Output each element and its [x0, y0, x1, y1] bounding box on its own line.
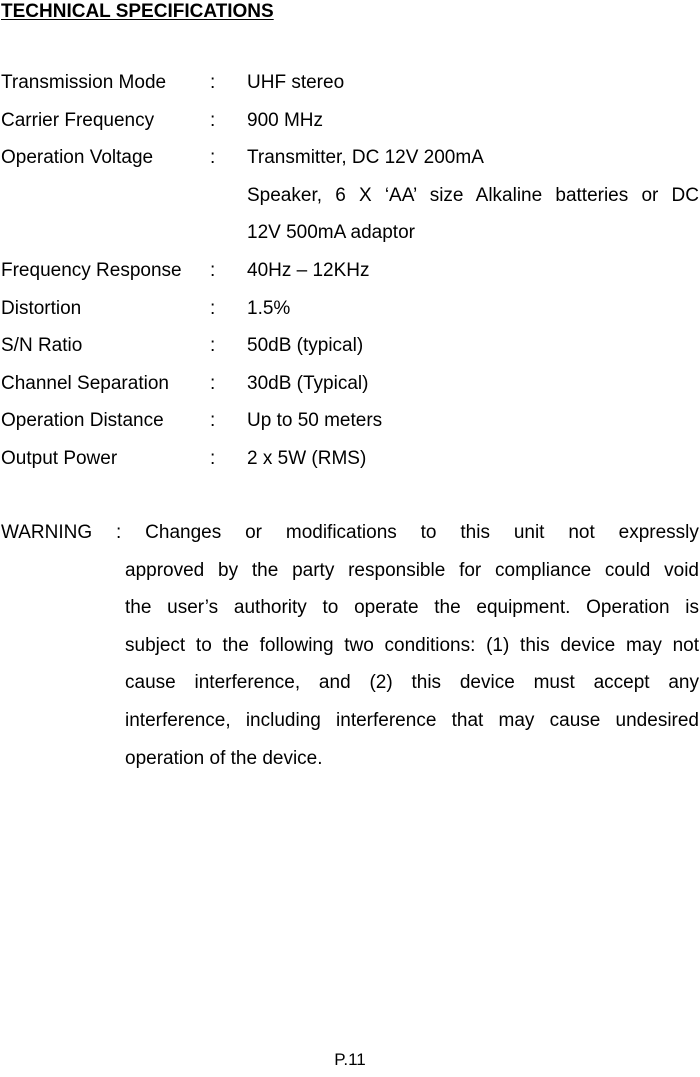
spec-value: UHF stereo: [247, 72, 345, 93]
spec-colon: :: [210, 372, 216, 394]
warning-label: WARNING: [1, 522, 93, 543]
warning-line: operation of the device.: [125, 747, 323, 769]
warning-word: Changes: [145, 522, 222, 543]
spec-row-channel-separation: [1, 372, 699, 410]
spec-label: Operation Distance: [1, 410, 164, 432]
spec-row-frequency-response: [1, 259, 699, 297]
spec-value: 1.5%: [247, 297, 291, 319]
spec-value: 30dB (Typical): [247, 372, 369, 394]
spec-row-sn-ratio: [1, 334, 699, 372]
spec-label: Transmission Mode: [1, 72, 167, 93]
spec-value-line: Transmitter, DC 12V 200mA: [247, 147, 484, 169]
spec-label: Frequency Response: [1, 259, 182, 281]
warning-word: to: [420, 522, 437, 543]
spec-value: 50dB (typical): [247, 335, 364, 357]
warning-line: subject to the following two conditions: (1) this device may not: [125, 634, 699, 656]
spec-label: S/N Ratio: [1, 335, 83, 357]
warning-body: [125, 559, 699, 785]
spec-label: Output Power: [1, 447, 118, 469]
spec-colon: :: [210, 447, 216, 469]
spec-colon: :: [210, 147, 216, 169]
spec-colon: :: [210, 335, 216, 357]
warning-line: cause interference, and (2) this device must accept any: [125, 672, 699, 694]
spec-list: [1, 71, 699, 485]
spec-colon: :: [210, 259, 216, 281]
warning-word: expressly: [618, 522, 699, 543]
spec-row-transmission-mode: [1, 71, 699, 109]
warning-word: or: [245, 522, 262, 543]
spec-row-carrier-frequency: [1, 109, 699, 147]
spec-label: Distortion: [1, 297, 82, 319]
spec-value: 40Hz – 12KHz: [247, 259, 370, 281]
spec-row-output-power: [1, 447, 699, 485]
spec-row-operation-distance: [1, 409, 699, 447]
spec-colon: :: [210, 410, 216, 432]
spec-colon: :: [210, 109, 216, 131]
spec-colon: :: [210, 297, 216, 319]
spec-value-line: 12V 500mA adaptor: [247, 222, 415, 244]
warning-colon: :: [116, 522, 122, 543]
warning-line: the user’s authority to operate the equipment. Operation is: [125, 597, 699, 619]
warning-word: not: [568, 522, 595, 543]
warning-word: this: [460, 522, 490, 543]
spec-label: Carrier Frequency: [1, 109, 155, 131]
warning-word: unit: [513, 522, 545, 543]
spec-label: Operation Voltage: [1, 147, 154, 169]
spec-colon: :: [210, 72, 216, 93]
spec-value: 2 x 5W (RMS): [247, 447, 367, 469]
warning-block: [1, 521, 699, 784]
spec-value: Up to 50 meters: [247, 410, 383, 432]
spec-value: 900 MHz: [247, 109, 324, 131]
warning-word: modifications: [285, 522, 397, 543]
spec-row-operation-voltage: [1, 146, 699, 259]
spec-value-line: Speaker, 6 X ‘AA’ size Alkaline batteries or DC: [247, 184, 699, 206]
page-title: TECHNICAL SPECIFICATIONS: [1, 1, 274, 22]
warning-line: approved by the party responsible for compliance could void: [125, 559, 699, 581]
warning-head-line: [1, 521, 699, 559]
warning-line: interference, including interference that may cause undesired: [125, 709, 699, 731]
spec-label: Channel Separation: [1, 372, 169, 394]
spec-row-distortion: [1, 297, 699, 335]
page-number: P.11: [334, 1050, 366, 1069]
